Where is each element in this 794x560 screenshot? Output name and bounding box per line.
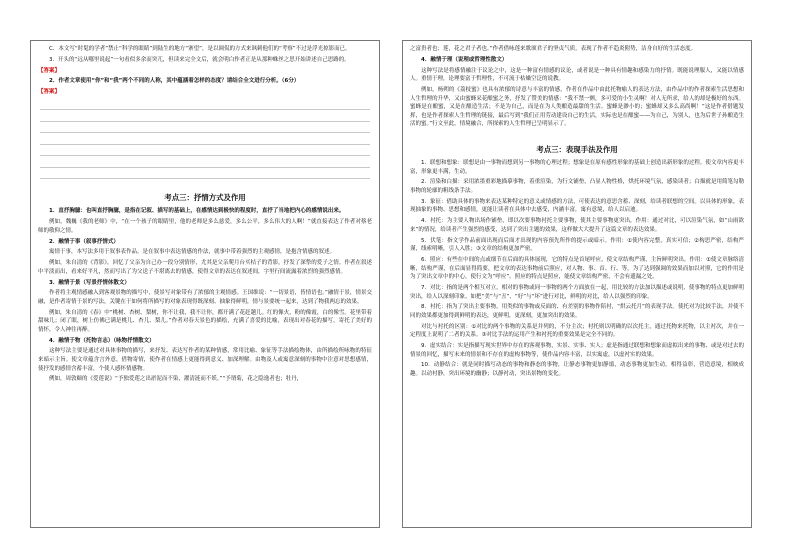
answer-line [40, 145, 370, 157]
paragraph: 3．象征：借助具体的事物来表达某种特定的意义或情感的方法，可使表达的意思含蓄、深刻，给读者联想的空间。以具体的形象，表现抽象的事物、思想和感情，更能让读者在具体中去感受，内涵丰富，寓有意境，给人以启迪。 [410, 198, 744, 214]
paragraph: 1．联想和想象：联想是由一事物而想到另一事物的心理过程；想象是在原有感性形象的基础上创造出新形象的过程。使文章内容更丰富，形象更丰满，生动。 [410, 160, 744, 175]
paragraph: 例如，朱自清的《春》中“桃树、杏树、梨树，你不让我，我不让你，都开满了花赶趟儿。红的像火，粉的像霞，白的像雪。花里带着甜味儿；闭了眼，树上仿佛已满是桃儿、杏儿、梨儿。”作者对春天景色的描绘，充满了喜爱的比喻，表现出对春花的描写，寄托了美好的情怀，令人神往再醉。 [38, 309, 372, 333]
paragraph: 例如，魏巍《我的老师》中，“在一个孩子的眼睛里，他的老师是多么慈爱，多么公平，多么伟大的人啊！”就直接表达了作者对蔡老师的敬仰之情。 [38, 219, 372, 234]
paragraph: 作者将主观情感融入到客观景物的描写中，使景写对象带有了浓郁的主观情感。王国维说：“一切景语，皆情语也。”融情于景，情景交融，是作者寄情于景的写法，关键在于如何将所描写的对象表现得既深刻、抽象得鲜明，情与景要统一起来，达到了物我两忘的效果。 [38, 290, 372, 305]
paragraph: 这种写法主要是通过对具体事物的描写，来抒发、表达写作者的某种情感，常用比喻、象征等手法描绘物体，由所描绘所咏物的特征来暗示主旨。使文章蕴含言外意，借物寄情，使作者在情感上更能得到意义、加深理解。由物及人或寓意深刻的事物中注意对思想感情，使抒发的感情含蓄丰富，个使人感怀情感物。 [38, 348, 372, 372]
paragraph: 3．融情于景（写景抒情体散文） [49, 279, 130, 286]
paragraph: 寓情于事，本写法多用于叙事表作品。是在叙事中表达情感的作法，就事中带着强烈的主观感情，是抱含情感的叙述。 [49, 249, 336, 256]
paragraph: 2．融情于事（叙事抒情式） [49, 238, 119, 245]
answer-line [40, 168, 370, 180]
right-body-1 [410, 45, 744, 129]
paragraph: 例如，周敦颐的《爱莲说》“予独爱莲之出淤泥而不染，濯清涟而不妖。”“予谓菊，花之隐逸者也；牡丹， [49, 376, 303, 383]
paragraph: 10．动静结合：就是同时描写动态的事物和静态的事物，让静态事物更加静谧，动态事物更加生动，相得益彰，营造意境，相映成趣。以动衬静，突出环境的幽静；以静衬动，突出景物的变化。 [410, 362, 744, 378]
answer-line [40, 133, 370, 145]
paragraph: 之富贵者也；莲，花之君子者也。”作者借咏莲来歌颂君子的坚贞气质，表现了作者不趋炎附势，洁身自好的生活态度。 [410, 46, 697, 52]
answer-line [40, 110, 370, 122]
left-body [38, 207, 372, 384]
section-title-expression-methods: 考点三：表现手法及作用 [536, 145, 618, 155]
paragraph: 9．虚实结合：实是指描写现实世界中存在的客观事物，实景、实事、实人；虚是指通过联想和想象而虚拟出来的事物、或是对过去的情景的回忆，描写未来的情景和不存在的虚构事物等，使作品内容丰富，以实寓虚，以虚衬实的效果。 [410, 343, 744, 358]
paragraph: 3．开头的“远从哪里说起”一句看似多余而突兀，但读来完全文后，就会明白作者正是从那种蛛丝之思开始讲述自己思路的。 [49, 56, 350, 63]
paragraph: 例如，杨朔的《荔枝蜜》也具有浓郁的诗意与丰富的情感，作者在作品中由此托物喻人的表达方法，由作品中的作者探索生活思想和人生哲理的升华，又由蜜蜂采花酿蜜之务，抒发了赞美的情感：“我不禁一颤，多可爱的小生灵啊！对人无所求，给人的却是极好的东西。蜜蜂是在酿蜜，又是在酿造生活；不是为自己，而是在为人类酿造最甜的生活。蜜蜂是渺小的；蜜蜂却又多么高尚啊！”这是作者借题发挥，也是作者探索人生哲理的链接，最后写到“我们正用劳动建设自己的生活，实际也是在酿蜜——为自己，为别人，也为后世子孙酿造生活的蜜。”行文至此，情境融合，所探索的人生哲理已呈明显示了。 [410, 86, 744, 128]
answer-line [40, 122, 370, 134]
paragraph: 1．直抒胸臆：也叫直抒胸臆，是指在记叙、描写的基础上，在感情达到极快的程度时，直抒了当地把内心的感情说出来。 [49, 208, 345, 215]
section-title-lyric-methods: 考点三：抒情方式及作用 [164, 193, 246, 203]
paragraph: 例如，朱自清的《背影》，回忆了父亲为自己办一段分别情形，尤其是父亲爬月台买桔子的背影，抒发了深挚的爱子之情。作者在叙述中平淡而出，看来好平凡，然而写出了为父送子不堪离去的情感，使得文章的表达在叙述间，字里行间流露着浓烈的强烈感情。 [38, 260, 372, 275]
paragraph: 这种写法是将感情融注于议论之中，这是一种富有情感的议论，或者说是一种具有情趣和感染力的抒情。既能说理服人，又能以情感人。重情于理，论理要富于哲理性，不可流于枯燥空泛的说教。 [410, 67, 744, 83]
answer-line [40, 156, 370, 168]
paragraph: 8．衬托：指为了突出主要事物，用类似的事物或反面的、有差别的事物作陪衬，“烘云托月”的表现手法。使托对为比较手法，并使不同的效果都更加得到鲜明的表达，更鲜明，更深刻，更加突出的效果。 [410, 304, 744, 319]
answer-lines [38, 88, 372, 179]
right-body-2 [410, 159, 744, 379]
paragraph: 4．融情于物（托物言志）（咏物抒情散文） [49, 337, 155, 344]
paragraph: 6．照应：有些在中间的点或细节在后面的具体展现，它的特点是首尾呼应，使文章结构严谨，主旨鲜明突出。作用：①使文章脉络清晰，结构严谨，在后面显得简要，把文章的表达事物前后照应，对人物、事、首、行、等，为了达到强调的效果而加以对照，它的作用是为了突出文章中的中心，使行文为“呼应”。照应的特点是照应，能使文章结构严密，不会有遗漏之处。 [410, 256, 744, 281]
left-column [30, 40, 380, 528]
paragraph: 对比与衬托的区别：①对比的两个事物的关系是并列的，不分主次；衬托则以明确的以次托主，通过托物来托物，以主衬次，并在一定程度上说明了二者的关系。③对比手法的运用产生和衬托的重要效果是完全不同的。 [410, 323, 744, 339]
paragraph: 2．作者文章使用“你”和“我”两个不同的人称，其中蕴涵着怎样的态度？请结合全文进行分析。（6分） [49, 78, 300, 85]
answer-label: 【答案】 [38, 89, 61, 96]
answer-line [40, 99, 370, 111]
left-top-block [38, 45, 372, 86]
paragraph: 4．融情于理（说理或哲理性散文） [421, 56, 508, 63]
paragraph: 4．衬托：为主要人物出场作铺垫，即以次要事物衬托主要事物，使其主要事物更突出，作用：通过对比，可以渲染气氛，如“山雨欲来”的情况，给读者产生强烈的感受，达到了突出主题的效果，这样做大大提升了这篇文章的表达效果。 [410, 218, 744, 233]
paragraph: 7．对比：指的是两个相互对立，相对的事物或同一事物的两个方面放在一起，用比较的方法加以描述或说明，使事物的特点更加鲜明突出，给人以深刻印象。如把“美”与“丑”、“好”与“坏”进行对比，鲜明的对比，给人以强烈的印象。 [410, 284, 744, 300]
paragraph: 【答案】 [38, 67, 61, 74]
paragraph: 2．渲染和白描：采用浓墨重彩地描摹事物，着重渲染，为行文铺垫，凸显人物性格，烘托环境气氛，感染读者；白描就是用简笔勾勒事物的轮廓的粗线条手法。 [410, 179, 744, 195]
paragraph: 5．伏笔：指文学作品前面出现而后面才出现的内容预先所作的提示或暗示。作用：①使内容完整，真实可信；②构思严密，结构严谨，线索明晰，引人入胜；③文章的结构更加严密。 [410, 237, 744, 253]
right-column [402, 40, 752, 528]
paragraph: C．本文写“时髦的学者”禁止“科学的眼睛”到陆生的地方“寨望”，是以调侃的方式来讽刺他们的“考察”不过是浮光掠影而已。 [49, 46, 351, 52]
